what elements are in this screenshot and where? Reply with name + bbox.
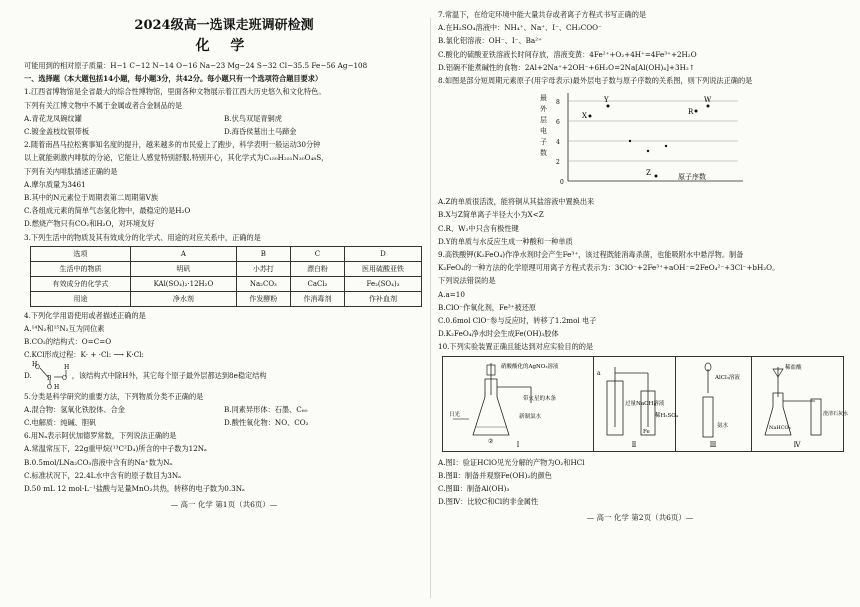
q6-option-c: C.标准状况下，22.4L水中含有的原子数目为3Nₐ <box>24 470 181 480</box>
point-x <box>589 115 592 118</box>
q3-stem: 3.下列生活中的物质及其有效成分的化学式、用途的对应关系中，正确的是 <box>24 232 261 242</box>
q9-option-d: D.K₂FeO₄净水时会生成Fe(OH)₃胶体 <box>438 329 559 339</box>
q1-stem: 下列有关江博文物中不属于金属或者合金制品的是 <box>24 100 183 110</box>
table-cell: 医用硫酸亚铁 <box>344 261 421 276</box>
q7-option-d: D.铝碗不能煮碱性的食物：2Al+2Na⁺+2OH⁻+6H₂O=2Na[Al(OH)₄]+3H₂↑ <box>438 62 695 72</box>
table-row <box>31 276 422 291</box>
left-column <box>24 8 424 510</box>
label: a <box>597 369 601 377</box>
apparatus-i <box>443 357 594 451</box>
table-cell: CaCl₂ <box>290 276 344 291</box>
letter-label: X <box>582 112 587 121</box>
apparatus-ii-drawing <box>593 357 678 451</box>
exam-title: 2024级高一选课走班调研检测 <box>134 18 314 33</box>
mol-atom: O <box>46 383 52 391</box>
label: Fe <box>643 428 650 435</box>
page-footer: — 高一 化学 第2页（共6页）— <box>586 513 694 523</box>
q9-option-a: A.a=10 <box>438 289 465 299</box>
q8-plot <box>538 89 748 193</box>
q1-options <box>24 125 424 138</box>
label: AlCl₃溶液 <box>715 374 740 381</box>
q5-stem: 5.分类是科学研究的重要方法，下列物质分类不正确的是 <box>24 391 204 401</box>
q7-option-c: C.酸化的硫酸亚铁溶液长时间存放，溶液变黄：4Fe²⁺+O₂+4H⁺=4Fe³⁺+2H₂O <box>438 49 697 59</box>
q6-option-d: D.50 mL 12 mol·L⁻¹盐酸与足量MnO₂共热，转移的电子数为0.3Nₐ <box>24 484 245 494</box>
table-cell: 作补血剂 <box>344 291 421 306</box>
apparatus-iii-drawing <box>675 357 751 451</box>
q10-apparatus <box>442 356 849 452</box>
table-cell: D <box>344 246 421 261</box>
section-heading: 一、选择题（本大题包括14小题，每小题3分，共42分。每小题只有一个选项符合题目要求） <box>24 74 323 84</box>
q8-option-c: C.R、W₂中只含有极性键 <box>438 223 519 233</box>
point <box>647 150 649 152</box>
q1-option-b: B.伏鸟双尾青铜虎 <box>224 113 282 123</box>
q10-option-a: A.图Ⅰ：验证HClO见光分解的产物为O₂和HCl <box>438 457 585 467</box>
label: NaHCO₃ <box>769 424 791 431</box>
label: 新制氯水 <box>519 413 542 420</box>
table-cell: 明矾 <box>130 261 236 276</box>
caption: Ⅲ <box>709 440 717 449</box>
point-w <box>707 105 710 108</box>
table-cell: 选项 <box>31 246 131 261</box>
q5-options <box>24 403 424 416</box>
q2-stem: 以上就能刺激内啡肽的分泌，它能让人感觉特别舒服,特别开心，其化学式为C₁₅₀H₂₅₁N₃₀O₄₈S， <box>24 153 329 163</box>
q4-option-b: B.CO₂的结构式：O=C=O <box>24 337 112 347</box>
table-cell: B <box>236 246 290 261</box>
q5-option-d: D.酸性氧化物：NO、CO₂ <box>224 418 309 428</box>
point <box>629 140 631 142</box>
q2-option-a: A.摩尔质量为3461 <box>24 179 86 189</box>
label: 带火星的木条 <box>523 395 557 402</box>
q1-option-c: C.镀金盖枝纹银带板 <box>24 127 90 137</box>
boric-acid-structure <box>32 362 72 390</box>
table-cell: 净水剂 <box>130 291 236 306</box>
y-tick: 2 <box>556 159 560 167</box>
table-cell: 小苏打 <box>236 261 290 276</box>
q4-option-d-prefix: D. <box>24 371 32 381</box>
q6-option-b: B.0.5mol/LNa₂CO₃溶液中含有的Na⁺数为Nₐ <box>24 457 173 467</box>
label: 日光 <box>449 411 461 418</box>
table-row <box>31 246 422 261</box>
point-z <box>655 175 658 178</box>
q8-option-a: A.Z的单质很活泼，能将铜从其盐溶液中置换出来 <box>438 197 595 207</box>
q9-option-c: C.0.6mol ClO⁻参与反应时，转移了1.2mol 电子 <box>438 316 597 326</box>
atomic-mass-line: 可能用到的相对原子质量：H−1 C−12 N−14 O−16 Na−23 Mg−24 S−32 Cl−35.5 Fe−56 Ag−108 <box>24 61 368 70</box>
letter-label: R <box>688 108 694 117</box>
q4-stem: 4.下列化学用语使用或者描述正确的是 <box>24 310 146 320</box>
apparatus-i-drawing <box>443 357 593 451</box>
q8-option-d: D.Y的单质与水反应生成一种酸和一种单质 <box>438 236 573 246</box>
q8-stem: 8.如图是部分短周期元素原子(用字母表示)最外层电子数与原子序数的关系图，则下列说法正确的是 <box>438 76 753 86</box>
q4-option-d-row <box>24 362 424 390</box>
table-cell: 作发酵粉 <box>236 291 290 306</box>
q10-option-c: C.图Ⅲ：制备Al(OH)₃ <box>438 484 510 494</box>
q2-option-c: C.各组成元素的简单气态氢化物中，最稳定的是H₂O <box>24 206 191 216</box>
q5-option-b: B.同素异形体：石墨、C₆₀ <box>224 404 308 414</box>
table-cell: Fe₂(SO₄)₃ <box>344 276 421 291</box>
table-cell: C <box>290 246 344 261</box>
table-cell: 作消毒剂 <box>290 291 344 306</box>
mol-atom: H <box>63 363 70 371</box>
y-axis-label: 最外层电子数 <box>540 94 547 158</box>
q3-table <box>30 246 422 307</box>
y-tick: 8 <box>556 99 560 107</box>
y-tick: 0 <box>560 179 564 187</box>
q5-option-a: A.混合物：氢氧化铁胶体、合金 <box>24 404 125 414</box>
table-cell: Na₂CO₃ <box>236 276 290 291</box>
q4-option-d: ，该结构式中除H外，其它每个原子最外层都达到8e稳定结构 <box>71 370 267 380</box>
label: 稀盐酸 <box>785 364 802 371</box>
table-cell: 有效成分的化学式 <box>31 276 131 291</box>
q7-option-b: B.氯化铝溶液：OH⁻、I⁻、Ba²⁺ <box>438 36 542 46</box>
q1-stem: 1.江西省博物馆是全省最大的综合性博物馆，里面各种文物展示着江西大历史悠久和文化特色。 <box>24 87 326 97</box>
table-cell: 生活中的物质 <box>31 261 131 276</box>
q1-option-a: A.青花龙凤碗纹罐 <box>24 113 82 123</box>
q7-option-a: A.在H₂SO₄溶液中：NH₄⁺、Na⁺、I⁻、CH₃COO⁻ <box>438 23 602 33</box>
q1-options <box>24 112 424 125</box>
mol-atom: H <box>53 383 60 391</box>
q5-option-c: C.电解质：纯碱、胆矾 <box>24 418 97 428</box>
mol-atom: O <box>61 374 67 382</box>
q2-stem: 下列有关内啡肽描述正确的是 <box>24 166 118 176</box>
point-y <box>607 105 610 108</box>
mol-atom: H <box>31 360 38 368</box>
q2-option-b: B.其中的N元素位于周期表第二周期第Ⅴ族 <box>24 193 159 203</box>
q2-stem: 2.随着南昌马拉松赛事知名度的提升，越来越多的市民爱上了跑步，科学表明一般运动30分钟 <box>24 140 321 150</box>
q6-stem: 6.用Nₐ表示阿伏加德罗常数，下列说法正确的是 <box>24 431 177 441</box>
letter-label: Z <box>646 169 651 178</box>
q4-option-c: C.KCl形成过程：K· + ·Cl: ⟶ K·Cl: <box>24 350 144 360</box>
table-cell: 漂白粉 <box>290 261 344 276</box>
caption: Ⅰ <box>516 440 520 449</box>
letter-label: Y <box>604 96 609 105</box>
label: 澄清石灰水 <box>823 410 849 417</box>
q6-option-a: A.常温常压下，22g重甲烷(¹³C²D₄)所含的中子数为12Nₐ <box>24 444 207 454</box>
q9-option-b: B.ClO⁻作氧化剂，Fe³⁺被还原 <box>438 302 537 312</box>
label: 硝酸酸化的AgNO₃溶液 <box>501 363 559 370</box>
label: 过量NaOH溶液 <box>625 400 665 407</box>
q7-stem: 7.常温下，在给定环境中能大量共存或者离子方程式书写正确的是 <box>438 10 647 19</box>
mol-atom: B <box>46 374 52 382</box>
point-r <box>695 110 698 113</box>
q8-diagram <box>538 89 748 193</box>
mol-atom: O <box>34 363 40 371</box>
q2-option-d: D.燃烧产物只有CO₂和H₂O，对环境友好 <box>24 219 155 229</box>
table-row <box>31 291 422 306</box>
apparatus-iv <box>751 357 849 451</box>
q9-stem: K₂FeO₄的一种方法的化学原理可用离子方程式表示为：3ClO⁻+2Fe³⁺+aOH⁻=2FeO₄²⁻+3Cl⁻+bH₂O。 <box>438 263 780 273</box>
label: 氨水 <box>717 422 729 429</box>
table-row <box>31 261 422 276</box>
subject-title: 化 学 <box>195 38 253 54</box>
apparatus-iii <box>675 357 752 451</box>
apparatus-ii <box>593 357 676 451</box>
caption: Ⅳ <box>793 440 801 449</box>
q10-option-b: B.图Ⅱ：制备并观察Fe(OH)₂的颜色 <box>438 470 552 480</box>
table-cell: 用途 <box>31 291 131 306</box>
q9-stem: 下列说法错误的是 <box>438 276 496 286</box>
x-axis-label: 原子序数 <box>678 173 706 182</box>
column-divider <box>430 18 431 598</box>
y-tick: 4 <box>556 139 560 147</box>
caption: Ⅱ <box>631 440 637 449</box>
label: ② <box>488 437 494 445</box>
q10-stem: 10.下列实验装置正确且能达到对应实验目的的是 <box>438 342 594 352</box>
apparatus-iv-drawing <box>751 357 849 451</box>
q1-option-d: D.海昏侯墓出土马蹄金 <box>224 127 297 137</box>
q9-stem: 9.高铁酸钾(K₂FeO₄)作净水剂时会产生Fe³⁺，该过程既能消毒杀菌，也能吸附水中悬浮物。制备 <box>438 250 744 260</box>
letter-label: W <box>704 96 712 105</box>
page-footer: — 高一 化学 第1页（共6页）— <box>170 500 278 510</box>
point <box>665 145 667 147</box>
q8-option-b: B.X与Z简单离子半径大小为X<Z <box>438 210 544 220</box>
table-cell: KAl(SO₄)₂·12H₂O <box>130 276 236 291</box>
label: 稀H₂SO₄ <box>655 412 678 419</box>
y-tick: 6 <box>556 119 560 127</box>
q10-option-d: D.图Ⅳ：比较C和Cl的非金属性 <box>438 497 539 507</box>
q4-option-a: A.¹⁴N₂和¹⁵N₂互为同位素 <box>24 324 105 334</box>
table-cell: A <box>130 246 236 261</box>
right-column <box>438 8 849 523</box>
q5-options <box>24 416 424 429</box>
